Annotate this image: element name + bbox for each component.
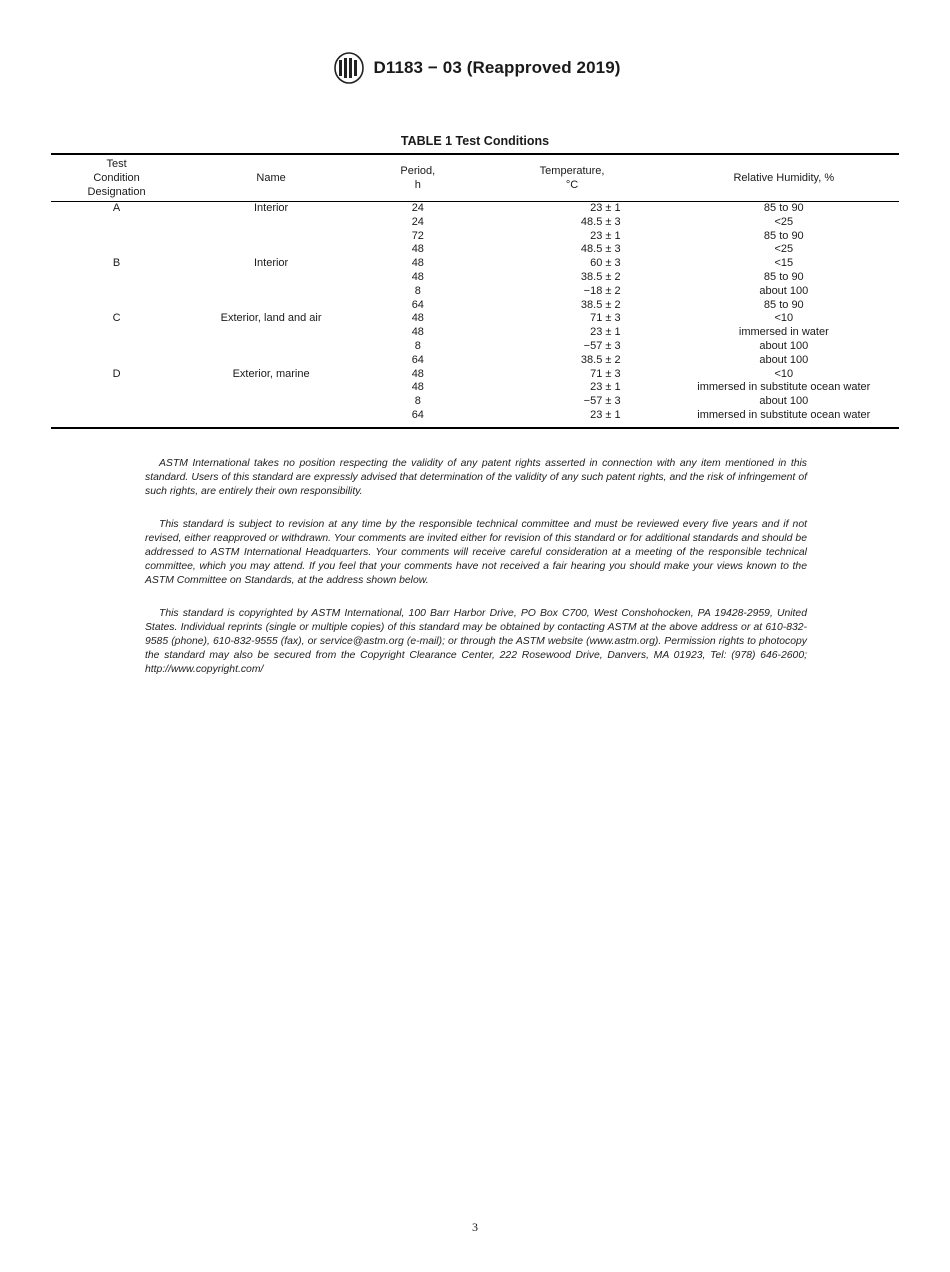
cell-period: 8 (414, 395, 421, 408)
cell-temperature: 48.5 ± 3 (580, 215, 621, 228)
cell-name (182, 381, 360, 395)
cell-temperature: 23 ± 1 (590, 229, 621, 242)
cell-name (182, 285, 360, 299)
cell-period: 48 (411, 243, 424, 256)
cell-designation (51, 285, 182, 299)
column-header-humidity: Relative Humidity, % (733, 172, 835, 184)
cell-name: Interior (253, 202, 289, 214)
cell-designation (51, 243, 182, 257)
cell-humidity: 85 to 90 (763, 229, 804, 242)
cell-name: Interior (253, 257, 289, 270)
cell-temperature: 23 ± 1 (590, 326, 621, 339)
cell-temperature: 23 ± 1 (590, 408, 621, 421)
page-header (0, 50, 950, 86)
table-row (51, 257, 899, 271)
cell-humidity: <25 (774, 215, 794, 228)
test-conditions-table (51, 153, 899, 429)
table-row (51, 299, 899, 313)
cell-temperature: 23 ± 1 (590, 381, 621, 394)
table-row (51, 271, 899, 285)
cell-humidity: about 100 (759, 284, 809, 297)
cell-period: 8 (414, 284, 421, 297)
revision-notice: This standard is subject to revision at any time by the responsible technical committee and must be reviewed every five years and if not revised, either reapproved or withdrawn. Your comments are invited either for revision of this standard or for additional standards and should be addressed to ASTM International Headquarters. Your comments will receive careful consideration at a meeting of the responsible technical committee, which you may attend. If you feel that your comments have not received a fair hearing you should make your views known to the ASTM Committee on Standards, at the address shown below. (145, 518, 807, 587)
table-row (51, 312, 899, 326)
cell-name (182, 230, 360, 244)
cell-period: 48 (411, 257, 424, 270)
cell-designation (51, 326, 182, 340)
cell-humidity: immersed in substitute ocean water (697, 381, 871, 394)
cell-period: 48 (411, 326, 424, 339)
cell-designation (51, 271, 182, 285)
cell-temperature: 38.5 ± 2 (580, 270, 621, 283)
column-header-designation: Test Condition Designation (87, 158, 146, 198)
cell-temperature: −57 ± 3 (583, 395, 621, 408)
cell-period: 48 (411, 381, 424, 394)
cell-period: 64 (411, 408, 424, 421)
table-row (51, 354, 899, 368)
cell-designation (51, 395, 182, 409)
cell-designation: B (112, 257, 121, 270)
cell-designation: D (112, 367, 121, 380)
cell-temperature: 38.5 ± 2 (580, 353, 621, 366)
cell-temperature: −57 ± 3 (583, 339, 621, 352)
cell-temperature: 71 ± 3 (590, 312, 621, 325)
cell-name (182, 299, 360, 313)
page-number: 3 (472, 1220, 478, 1234)
cell-humidity: 85 to 90 (763, 298, 804, 311)
cell-name (182, 354, 360, 368)
cell-temperature: 23 ± 1 (590, 202, 621, 214)
cell-period: 48 (411, 312, 424, 325)
cell-temperature: 38.5 ± 2 (580, 298, 621, 311)
cell-humidity: <25 (774, 243, 794, 256)
table-row (51, 243, 899, 257)
cell-name (182, 216, 360, 230)
cell-temperature: 71 ± 3 (590, 367, 621, 380)
cell-humidity: about 100 (759, 353, 809, 366)
cell-designation (51, 354, 182, 368)
table-row (51, 285, 899, 299)
cell-humidity: about 100 (759, 339, 809, 352)
cell-period: 64 (411, 353, 424, 366)
table-row (51, 202, 899, 216)
cell-temperature: 48.5 ± 3 (580, 243, 621, 256)
cell-humidity: <10 (774, 312, 794, 325)
cell-designation (51, 340, 182, 354)
table-body (51, 202, 899, 428)
column-header-name: Name (256, 172, 286, 184)
cell-period: 72 (411, 229, 424, 242)
cell-designation (51, 381, 182, 395)
column-header-period: Period, h (400, 165, 436, 191)
cell-designation: C (112, 312, 121, 325)
patent-notice: ASTM International takes no position respecting the validity of any patent rights asserted in connection with any item mentioned in this standard. Users of this standard are expressly advised that determination of the validity of any such patent rights, and the risk of infringement of such rights, are entirely their own responsibility. (145, 458, 807, 498)
table-row (51, 326, 899, 340)
table-row (51, 395, 899, 409)
astm-logo-icon (329, 51, 369, 85)
cell-period: 8 (414, 339, 421, 352)
cell-name (182, 243, 360, 257)
table-row (51, 409, 899, 423)
table-header-row (51, 154, 899, 202)
document-title: D1183 − 03 (Reapproved 2019) (373, 58, 621, 77)
cell-humidity: 85 to 90 (763, 270, 804, 283)
cell-name: Exterior, land and air (220, 312, 322, 325)
cell-name (182, 409, 360, 423)
table-title: TABLE 1 Test Conditions (400, 134, 550, 148)
table-row (51, 340, 899, 354)
cell-period: 64 (411, 298, 424, 311)
cell-period: 24 (411, 202, 424, 214)
cell-designation (51, 230, 182, 244)
cell-name (182, 340, 360, 354)
cell-period: 24 (411, 215, 424, 228)
cell-humidity: 85 to 90 (763, 202, 804, 214)
legal-notes (145, 457, 807, 696)
cell-designation (51, 409, 182, 423)
table-row (51, 381, 899, 395)
cell-name (182, 326, 360, 340)
cell-name: Exterior, marine (232, 367, 310, 380)
cell-temperature: −18 ± 2 (583, 284, 621, 297)
cell-humidity: <10 (774, 367, 794, 380)
cell-humidity: <15 (774, 257, 794, 270)
cell-humidity: immersed in substitute ocean water (697, 408, 871, 421)
cell-designation (51, 299, 182, 313)
cell-period: 48 (411, 270, 424, 283)
cell-period: 48 (411, 367, 424, 380)
copyright-notice: This standard is copyrighted by ASTM International, 100 Barr Harbor Drive, PO Box C700, West Conshohocken, PA 19428-2959, United States. Individual reprints (single or multiple copies) of this standard may be obtained by contacting ASTM at the above address or at 610-832-9585 (phone), 610-832-9555 (fax), or service@astm.org (e-mail); or through the ASTM website (www.astm.org). Permission rights to photocopy the standard may also be secured from the Copyright Clearance Center, 222 Rosewood Drive, Danvers, MA 01923, Tel: (978) 646-2600; http://www.copyright.com/ (145, 607, 807, 676)
table-row (51, 230, 899, 244)
cell-name (182, 395, 360, 409)
cell-humidity: about 100 (759, 395, 809, 408)
table-row (51, 368, 899, 382)
cell-designation: A (112, 202, 121, 214)
cell-humidity: immersed in water (738, 326, 829, 339)
cell-temperature: 60 ± 3 (590, 257, 621, 270)
table-bottom-spacer (51, 423, 899, 428)
column-header-temperature: Temperature, °C (539, 165, 605, 191)
table-row (51, 216, 899, 230)
cell-name (182, 271, 360, 285)
cell-designation (51, 216, 182, 230)
